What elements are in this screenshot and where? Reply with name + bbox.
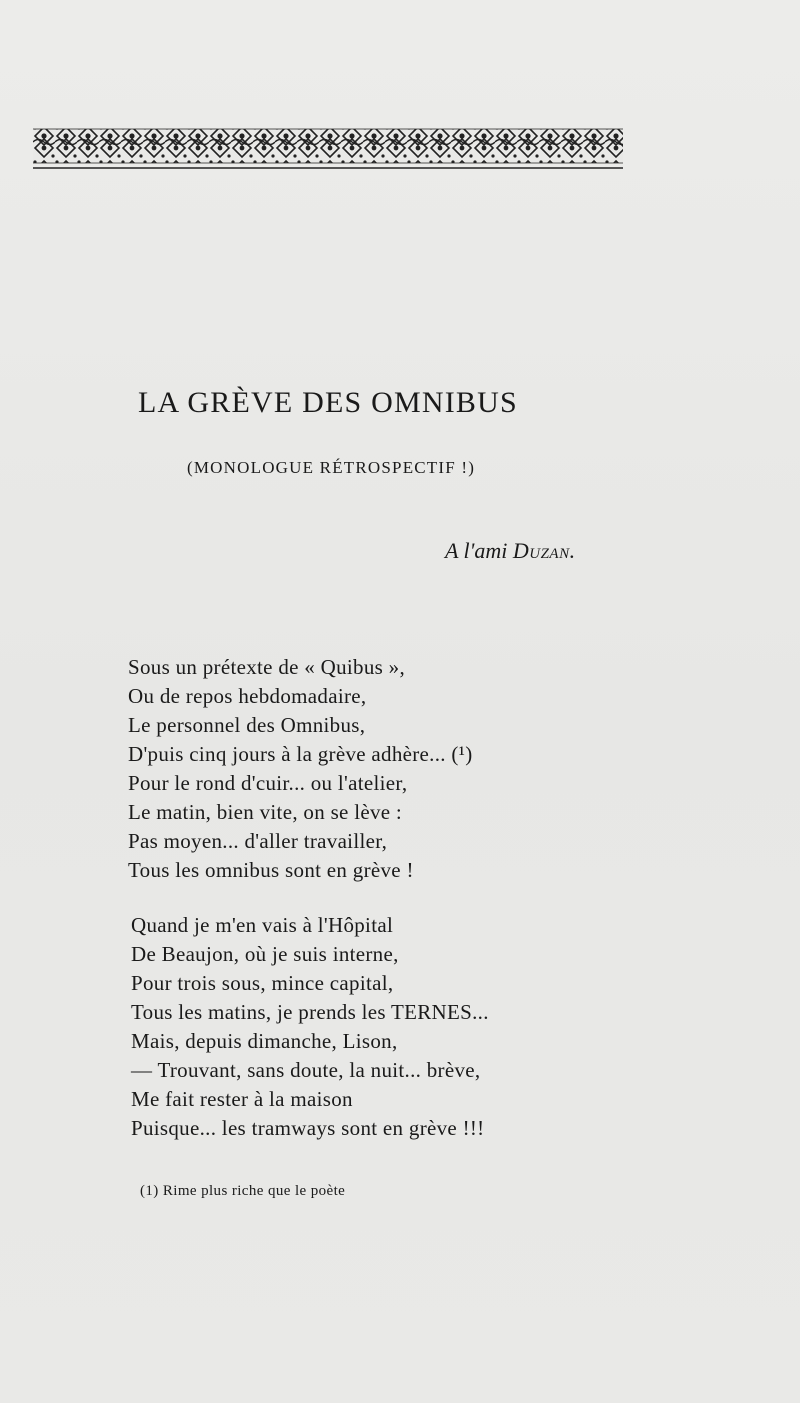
footnote: (1) Rime plus riche que le poète [140,1183,346,1199]
verse-line: Me fait rester à la maison [131,1087,353,1111]
verse-line: Mais, depuis dimanche, Lison, [131,1029,398,1053]
dedication-name: Duzan. [512,538,576,563]
verse-line: Le matin, bien vite, on se lève : [128,800,403,824]
verse-line: Sous un prétexte de « Quibus », [128,655,406,679]
verse-line: Le personnel des Omnibus, [128,713,366,737]
stanza [131,911,489,1143]
verse-line: Pour trois sous, mince capital, [131,971,394,995]
verse-line: Puisque... les tramways sont en grève !!! [131,1116,485,1140]
poem-title: LA GRÈVE DES OMNIBUS [138,386,518,419]
verse-line: Tous les matins, je prends les TERNES... [131,1000,489,1024]
verse-line: — Trouvant, sans doute, la nuit... brève, [131,1058,481,1082]
verse-line: Pas moyen... d'aller travailler, [128,829,388,853]
verse-line: De Beaujon, où je suis interne, [131,942,399,966]
poem-subtitle: (MONOLOGUE RÉTROSPECTIF !) [187,458,476,477]
verse-line: D'puis cinq jours à la grève adhère... (¹) [128,742,473,766]
verse-line: Ou de repos hebdomadaire, [128,684,367,708]
stanza [128,653,473,885]
verse-line: Pour le rond d'cuir... ou l'atelier, [128,771,408,795]
dedication-prefix: A l'ami [445,538,508,563]
verse-line: Tous les omnibus sont en grève ! [128,858,414,882]
verse-line: Quand je m'en vais à l'Hôpital [131,913,394,937]
dedication [445,538,576,564]
decorative-header-band [33,125,623,170]
